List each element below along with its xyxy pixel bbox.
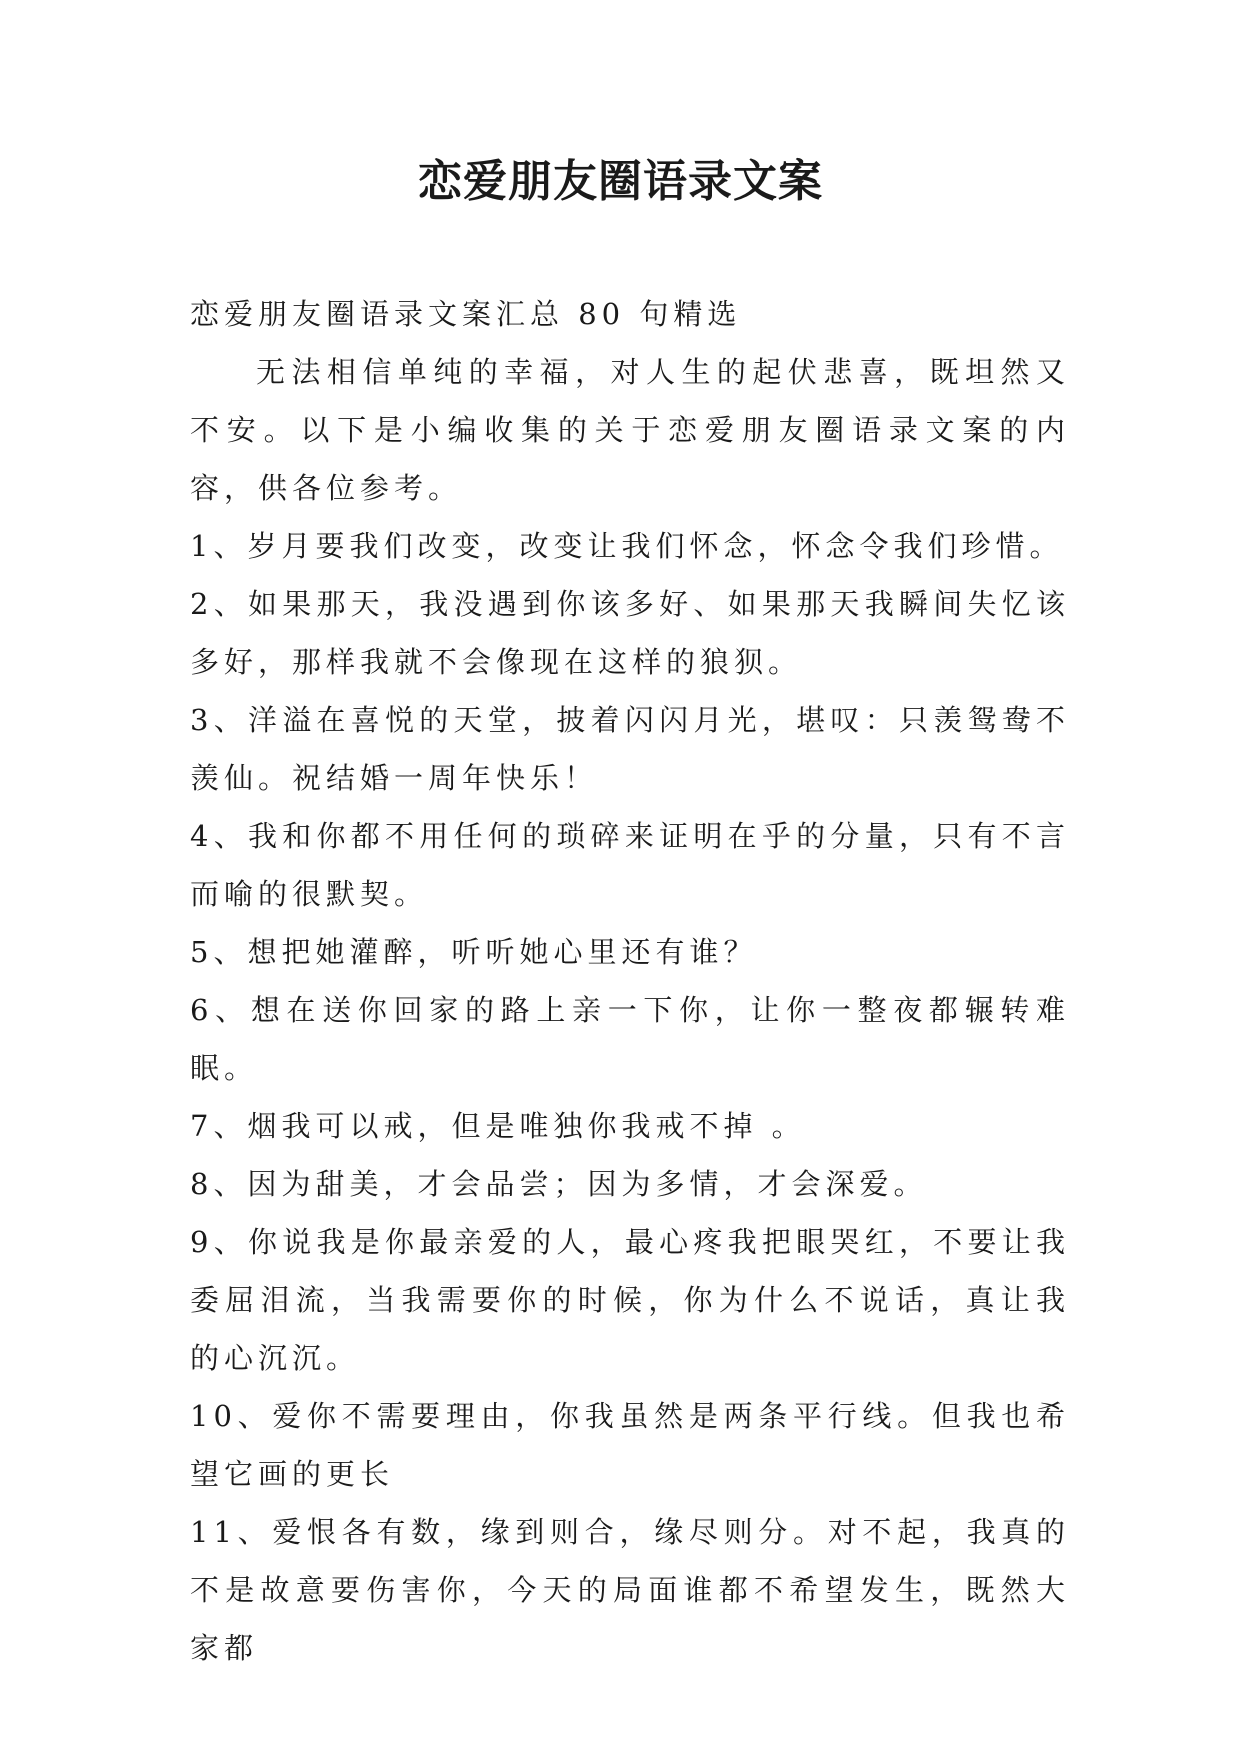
list-item: 7、烟我可以戒，但是唯独你我戒不掉 。 [190, 1109, 806, 1143]
list-item: 8、因为甜美，才会品尝；因为多情，才会深爱。 [190, 1167, 928, 1201]
document-body [190, 285, 1070, 1677]
document-subtitle: 恋爱朋友圈语录文案汇总 80 句精选 [190, 297, 742, 331]
list-item: 3、洋溢在喜悦的天堂，披着闪闪月光，堪叹：只羡鸳鸯不羡仙。祝结婚一周年快乐！ [190, 703, 1070, 795]
list-item: 5、想把她灌醉，听听她心里还有谁？ [190, 935, 758, 969]
list-item: 1、岁月要我们改变，改变让我们怀念，怀念令我们珍惜。 [190, 529, 1064, 563]
list-item: 11、爱恨各有数，缘到则合，缘尽则分。对不起，我真的不是故意要伤害你，今天的局面谁都不希望发生，既然大家都 [190, 1515, 1070, 1665]
document-title: 恋爱朋友圈语录文案 [418, 156, 823, 207]
list-item: 6、想在送你回家的路上亲一下你，让你一整夜都辗转难眠。 [190, 993, 1070, 1085]
intro-paragraph: 无法相信单纯的幸福，对人生的起伏悲喜，既坦然又不安。以下是小编收集的关于恋爱朋友圈语录文案的内容，供各位参考。 [190, 355, 1070, 505]
list-item: 4、我和你都不用任何的琐碎来证明在乎的分量，只有不言而喻的很默契。 [190, 819, 1070, 911]
list-item: 10、爱你不需要理由，你我虽然是两条平行线。但我也希望它画的更长 [190, 1399, 1070, 1491]
list-item: 9、你说我是你最亲爱的人，最心疼我把眼哭红，不要让我委屈泪流，当我需要你的时候，你为什么不说话，真让我的心沉沉。 [190, 1225, 1070, 1375]
list-item: 2、如果那天，我没遇到你该多好、如果那天我瞬间失忆该多好，那样我就不会像现在这样的狼狈。 [190, 587, 1070, 679]
